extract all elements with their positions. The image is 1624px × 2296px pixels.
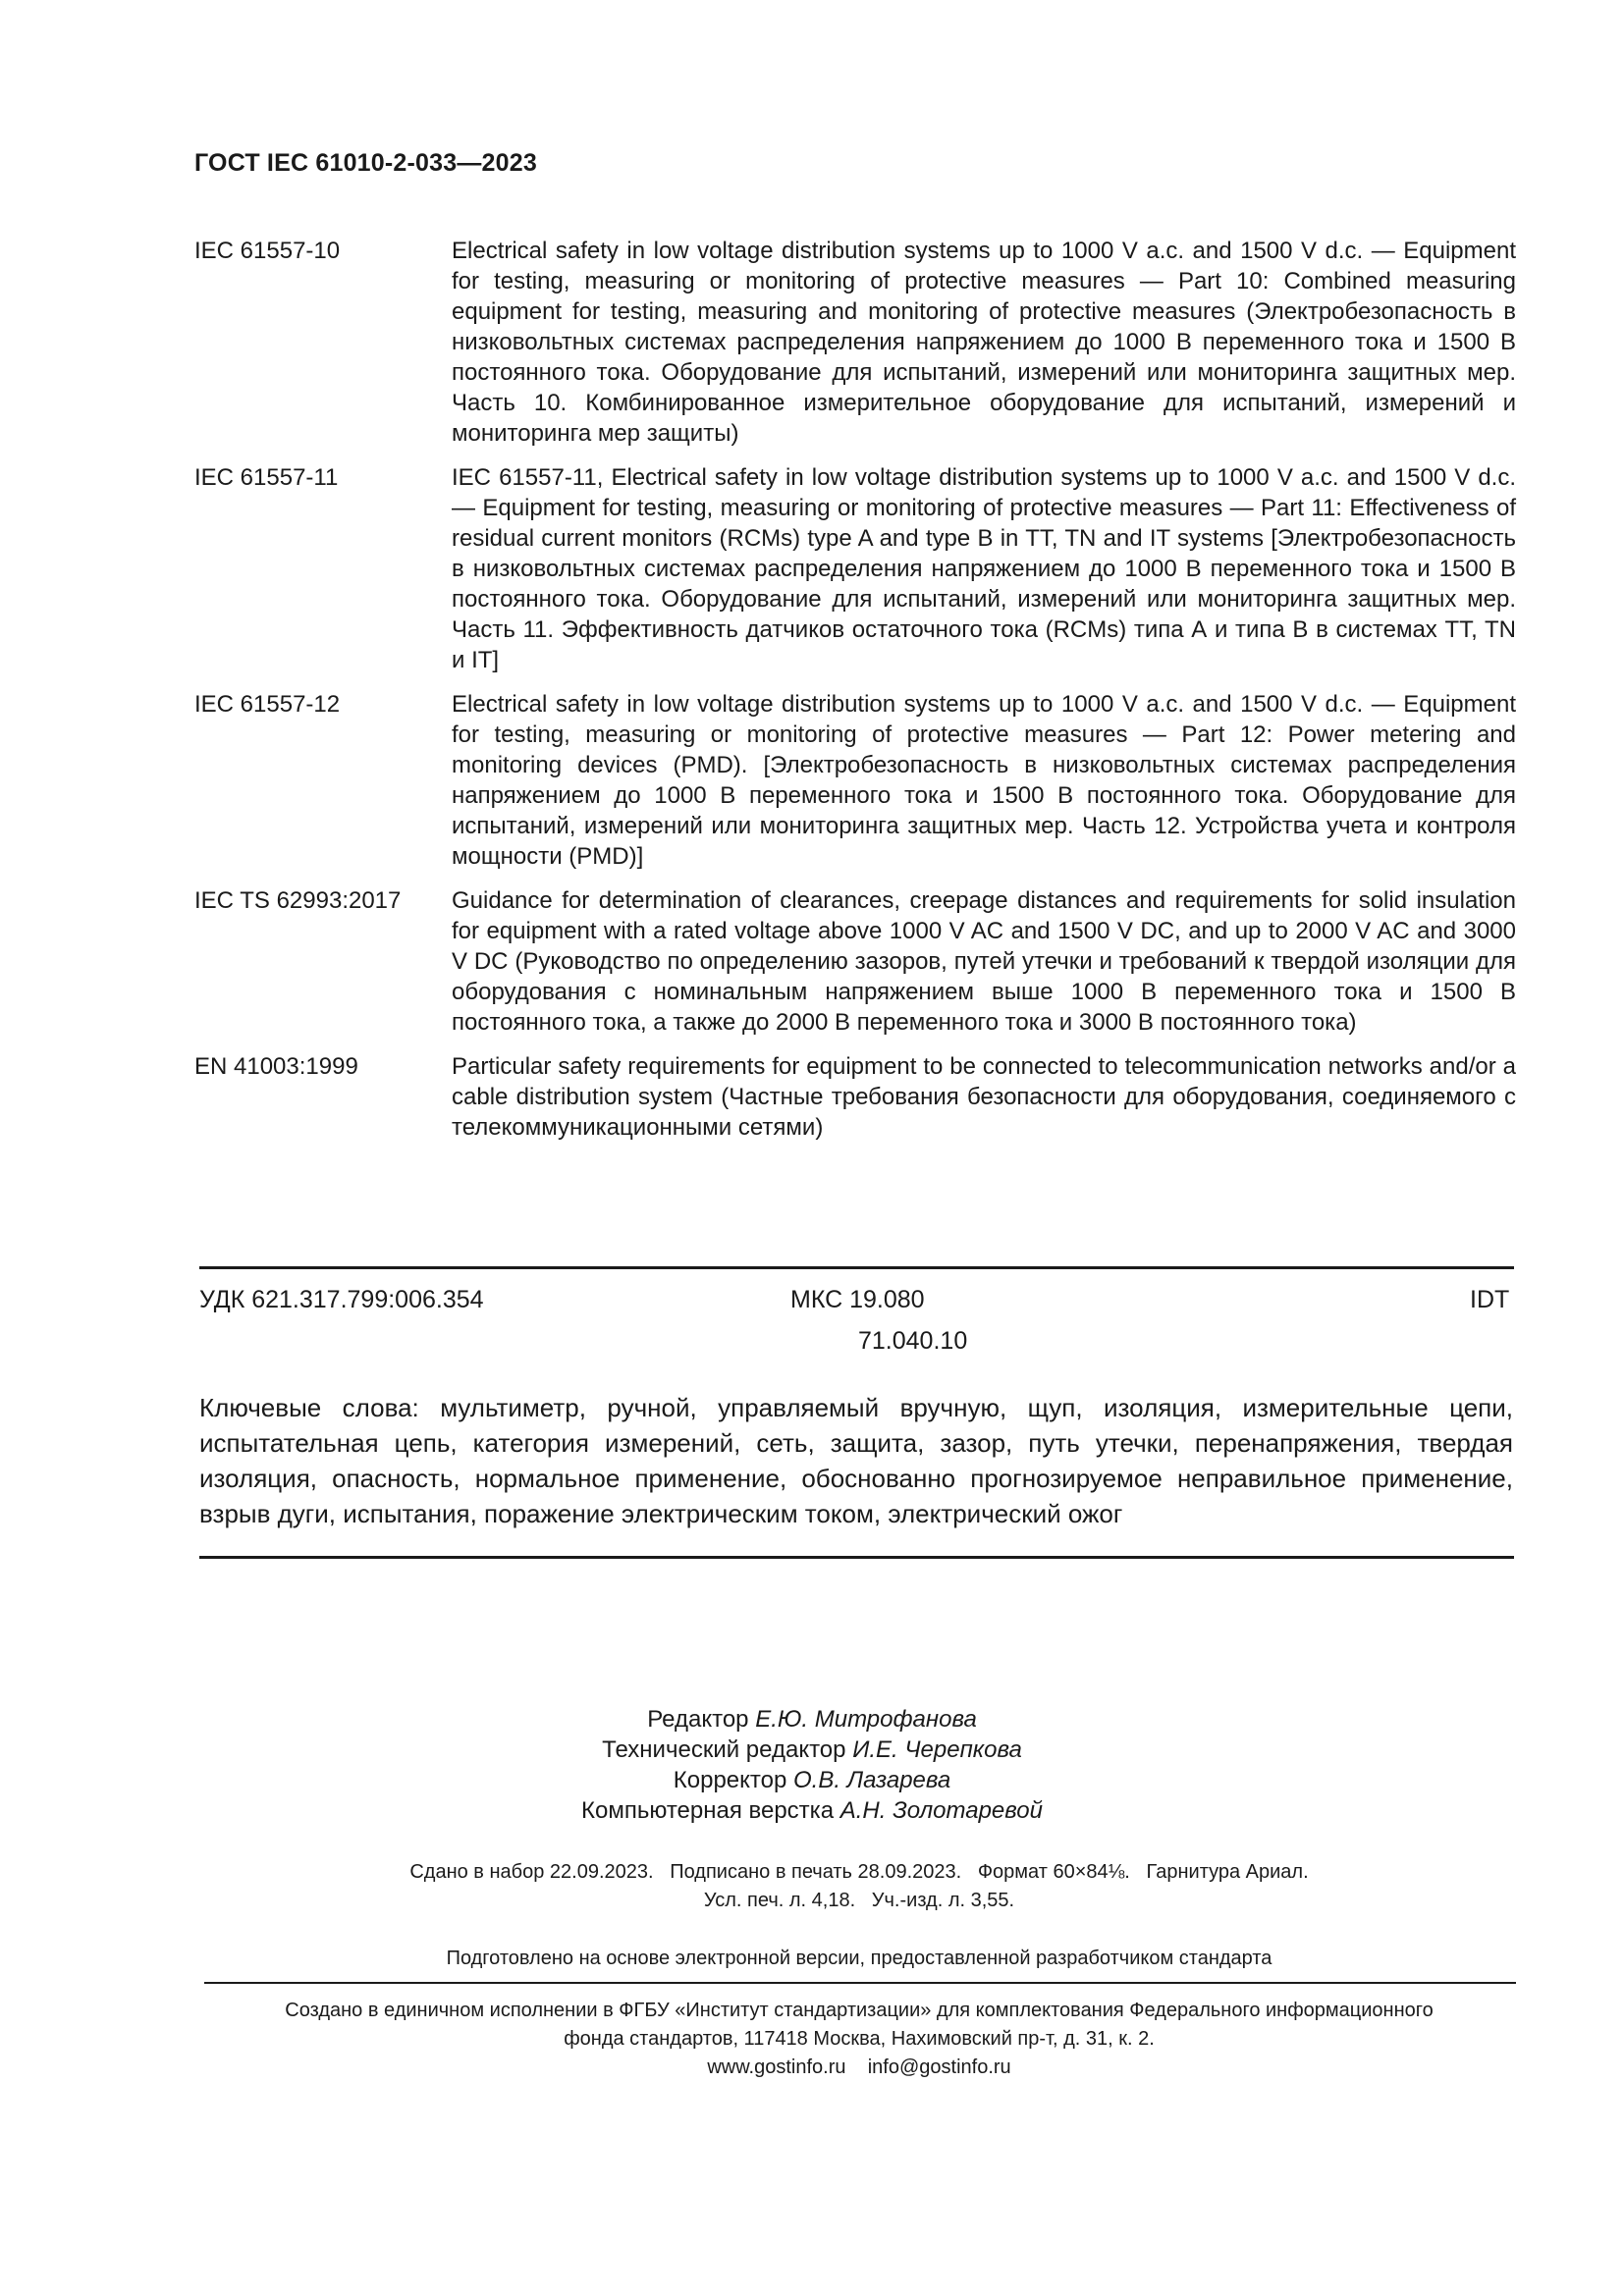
reference-description: IEC 61557-11, Electrical safety in low voltage distribution systems up to 1000 V a.c. and 1500 V d.c. — Equipment for testing, measuring or monitoring of protective measures — Part 11: Effectiveness of residual current monitors (RCMs) type A and type B in TT, TN and IT systems [Электробезопасность в низковольтных системах распределения напряжением до 1000 В переменного тока и 1500 В постоянного тока. Оборудование для испытаний, измерений или мониторинга защитных мер. Часть 11. Эффективность датчиков остаточного тока (RCMs) типа А и типа В в системах TT, TN и IT]: [452, 464, 1516, 673]
reference-code: IEC 61557-10: [194, 238, 341, 264]
reference-description: Particular safety requirements for equipment to be connected to telecommunication networks and/or a cable distribution system (Частные требования безопасности для оборудования, соединяемого с телекоммуникационными сетями): [452, 1053, 1516, 1141]
reference-code: IEC 61557-11: [194, 464, 339, 491]
reference-code: IEC TS 62993:2017: [194, 887, 402, 914]
credit-editor: Редактор Е.Ю. Митрофанова: [647, 1706, 977, 1733]
references-list: [194, 236, 1516, 1156]
credit-tech-editor: Технический редактор И.Е. Черепкова: [602, 1736, 1022, 1763]
footer-contacts: www.gostinfo.ru info@gostinfo.ru: [707, 2056, 1011, 2078]
reference-description: Guidance for determination of clearances, creepage distances and requirements for solid insulation for equipment with a rated voltage above 1000 V AC and 1500 V DC, and up to 2000 V AC and 3000 V DC (Руководство по определению зазоров, путей утечки и требований к твердой изоляции для оборудования с номинальным напряжением выше 1000 В переменного тока и 1500 В постоянного тока, а также до 2000 В переменного тока и 3000 В постоянного тока): [452, 887, 1516, 1036]
udk-code: УДК 621.317.799:006.354: [199, 1286, 484, 1313]
keywords-paragraph: Ключевые слова: мультиметр, ручной, управляемый вручную, щуп, изоляция, измерительные цепи, испытательная цепь, категория измерений, сеть, защита, зазор, путь утечки, перенапряжения, твердая изоляция, опасность, нормальное применение, обоснованно прогнозируемое неправильное применение, взрыв дуги, испытания, поражение электрическим током, электрический ожог: [199, 1393, 1513, 1528]
reference-code: EN 41003:1999: [194, 1053, 358, 1080]
footer-line-1: Создано в единичном исполнении в ФГБУ «Институт стандартизации» для комплектования Федерального информационного: [285, 2000, 1434, 2021]
mks-code-2: 71.040.10: [858, 1327, 968, 1355]
keywords-bottom-rule: [199, 1556, 1514, 1559]
credits-block: [295, 1704, 1329, 1826]
footer-rule: [204, 1982, 1516, 1984]
document-header: ГОСТ IEC 61010-2-033—2023: [194, 149, 537, 177]
reference-row: [194, 885, 1516, 1038]
reference-row: [194, 462, 1516, 675]
reference-description: Electrical safety in low voltage distribution systems up to 1000 V a.c. and 1500 V d.c. — Equipment for testing, measuring or monitoring of protective measures — Part 12: Power metering and monitoring devices (PMD). [Электробезопасность в низковольтных системах распределения напряжением до 1000 В переменного тока и 1500 В постоянного тока. Оборудование для испытаний, измерений или мониторинга защитных мер. Часть 12. Устройства учета и контроля мощности (PMD)]: [452, 691, 1516, 870]
classification-top-rule: [199, 1266, 1514, 1269]
footer-line-2: фонда стандартов, 117418 Москва, Нахимовский пр-т, д. 31, к. 2.: [564, 2028, 1155, 2050]
reference-row: [194, 236, 1516, 449]
prepared-note: Подготовлено на основе электронной версии, предоставленной разработчиком стандарта: [446, 1948, 1272, 1969]
reference-code: IEC 61557-12: [194, 691, 341, 718]
reference-row: [194, 1051, 1516, 1143]
print-info-line-2: Усл. печ. л. 4,18. Уч.-изд. л. 3,55.: [703, 1890, 1015, 1911]
print-info-line-1: Сдано в набор 22.09.2023. Подписано в печать 28.09.2023. Формат 60×84⅛. Гарнитура Ариал.: [409, 1861, 1309, 1883]
reference-description: Electrical safety in low voltage distribution systems up to 1000 V a.c. and 1500 V d.c. — Equipment for testing, measuring or monitoring of protective measures — Part 10: Combined measuring equipment for testing, measuring and monitoring of protective measures (Электробезопасность в низковольтных системах распределения напряжением до 1000 В переменного тока и 1500 В постоянного тока. Оборудование для испытаний, измерений или мониторинга защитных мер. Часть 10. Комбинированное измерительное оборудование для испытаний, измерений и мониторинга мер защиты): [452, 238, 1516, 447]
idt-label: IDT: [1470, 1286, 1510, 1313]
credit-corrector: Корректор О.В. Лазарева: [673, 1767, 951, 1793]
mks-code-1: МКС 19.080: [790, 1286, 925, 1313]
credit-layout: Компьютерная верстка А.Н. Золотаревой: [581, 1797, 1043, 1824]
reference-row: [194, 689, 1516, 872]
